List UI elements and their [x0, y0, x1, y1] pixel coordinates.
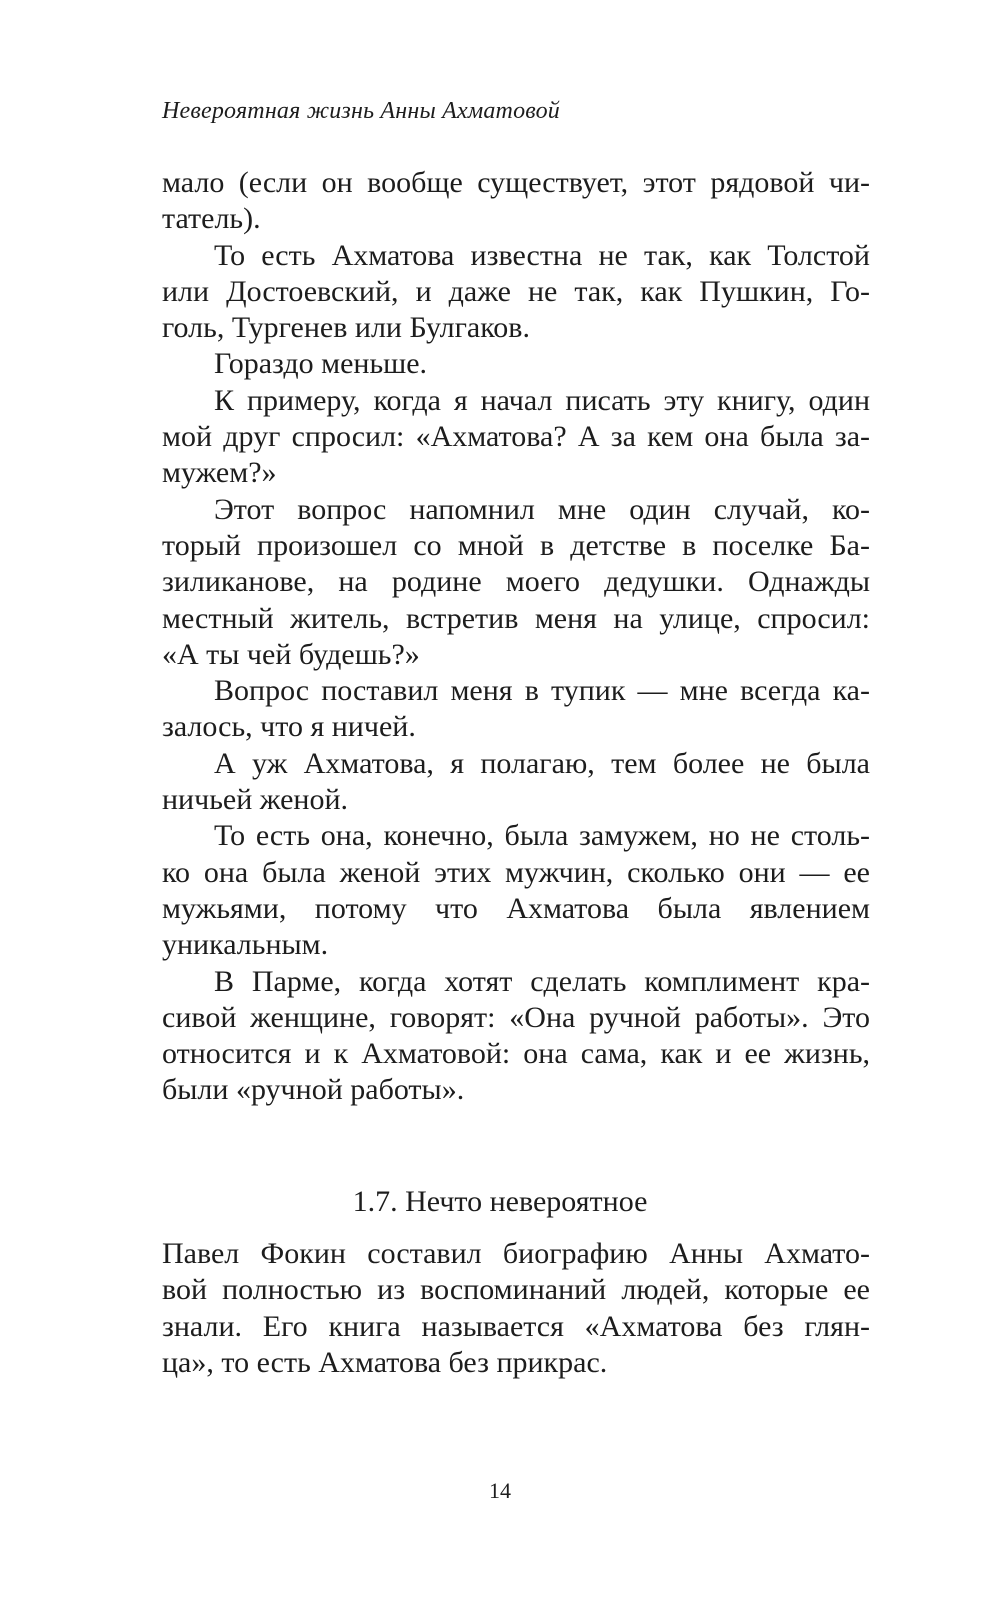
text-line: залось, что я ничей. [162, 710, 416, 744]
text-line: Павел Фокин составил биографию Анны Ахмато- [162, 1237, 870, 1270]
text-line: То есть Ахматова известна не так, как Толстой [214, 238, 870, 272]
text-line: К примеру, когда я начал писать эту книгу, один [214, 383, 870, 417]
text-line: мужем?» [162, 456, 277, 490]
text-line: Вопрос поставил меня в тупик — мне всегда ка- [214, 674, 870, 708]
text-line: «А ты чей будешь?» [162, 637, 420, 671]
text-line: зиликанове, на родине моего дедушки. Однажды [162, 565, 870, 599]
running-head: Невероятная жизнь Анны Ахматовой [162, 98, 560, 124]
section-heading: 1.7. Нечто невероятное [352, 1185, 648, 1218]
section-text [162, 1236, 870, 1381]
text-line: татель). [162, 202, 261, 236]
text-line: сивой женщине, говорят: «Она ручной работы». Это [162, 1000, 870, 1034]
text-line: Гораздо меньше. [214, 347, 428, 381]
text-line: мой друг спросил: «Ахматова? А за кем она была за- [162, 420, 870, 454]
text-line: мало (если он вообще существует, этот рядовой чи- [162, 166, 870, 199]
text-line: А уж Ахматова, я полагаю, тем более не была [214, 746, 870, 780]
text-line: уникальным. [162, 928, 329, 962]
text-line: торый произошел со мной в детстве в поселке Ба- [162, 528, 870, 562]
text-line: В Парме, когда хотят сделать комплимент кра- [214, 964, 870, 998]
text-line: ничьей женой. [162, 783, 349, 817]
text-line: местный житель, встретив меня на улице, спросил: [162, 601, 870, 635]
text-line: вой полностью из воспоминаний людей, которые ее [162, 1273, 870, 1307]
text-line: ко она была женой этих мужчин, сколько они — ее [162, 855, 870, 889]
text-line: мужьями, потому что Ахматова была явлением [162, 891, 870, 925]
text-line: То есть она, конечно, была замужем, но не столь- [214, 819, 870, 853]
text-line: Этот вопрос напомнил мне один случай, ко- [214, 492, 870, 526]
text-line: ца», то есть Ахматова без прикрас. [162, 1345, 608, 1379]
text-line: или Достоевский, и даже не так, как Пушкин, Го- [162, 274, 870, 308]
body-text [162, 165, 870, 1109]
page-number: 14 [489, 1478, 511, 1503]
text-line: голь, Тургенев или Булгаков. [162, 311, 530, 345]
text-line: знали. Его книга называется «Ахматова без глян- [162, 1309, 870, 1343]
text-line: были «ручной работы». [162, 1073, 465, 1107]
text-line: относится и к Ахматовой: она сама, как и ее жизнь, [162, 1037, 870, 1071]
